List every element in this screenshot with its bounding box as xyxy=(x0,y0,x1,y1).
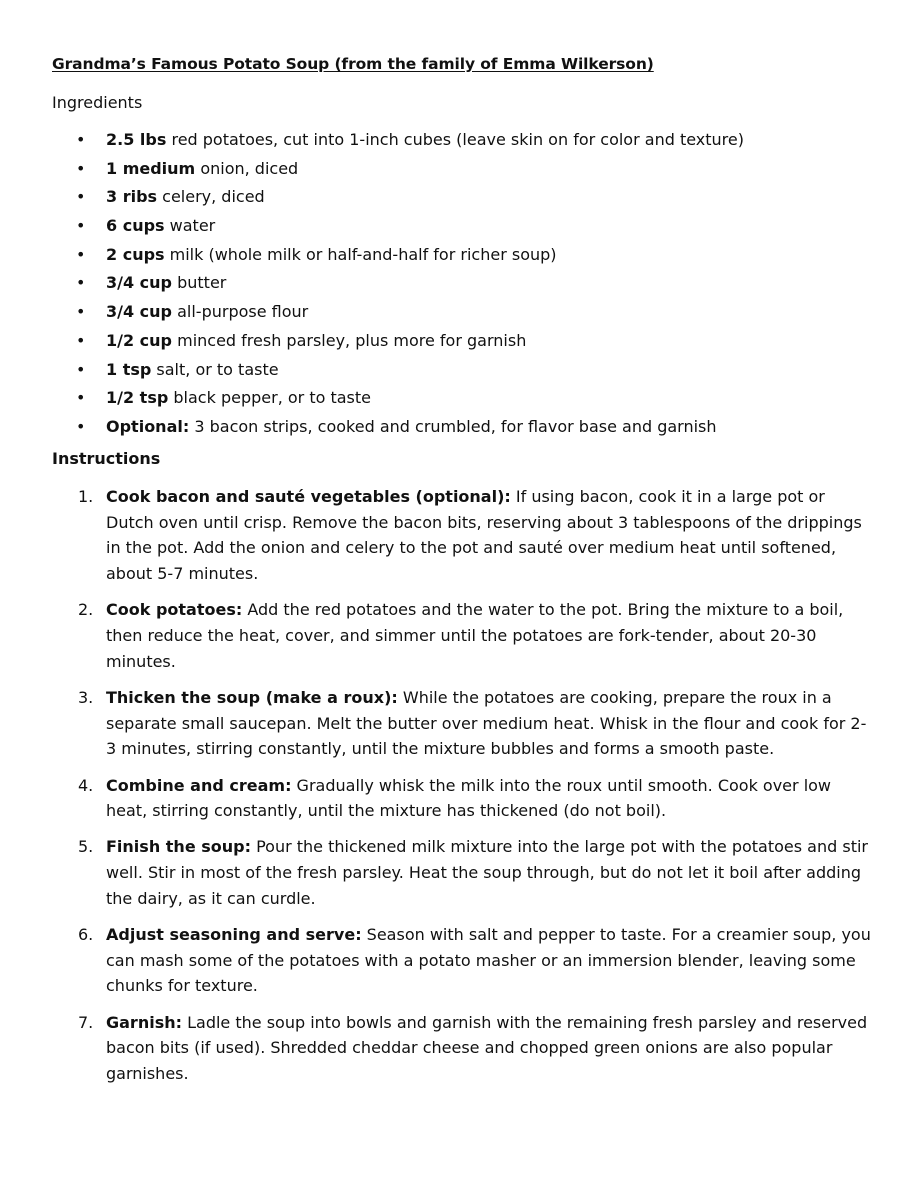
ingredient-description: celery, diced xyxy=(157,187,265,207)
step-title: Adjust seasoning and serve: xyxy=(106,925,362,945)
step-description: Pour the thickened milk mixture into the large pot with the potatoes and stir well. Stir in most of the fresh parsley. Heat the soup through, but do not let it boil after adding the dairy, as it can curdle. xyxy=(106,837,868,908)
bullet-icon: • xyxy=(76,130,86,149)
instruction-step xyxy=(0,834,900,911)
step-description: Season with salt and pepper to taste. For a creamier soup, you can mash some of the potatoes with a potato masher or an immersion blender, leaving some chunks for texture. xyxy=(106,925,871,996)
instructions-list xyxy=(0,484,900,1097)
instruction-step xyxy=(0,597,900,674)
step-title: Combine and cream: xyxy=(106,775,292,795)
ingredient-item xyxy=(0,158,900,187)
ingredient-item xyxy=(0,387,900,416)
bullet-icon: • xyxy=(76,416,86,436)
ingredient-quantity: 2.5 lbs xyxy=(106,130,167,149)
bullet-icon: • xyxy=(76,187,86,207)
bullet-icon: • xyxy=(76,158,86,178)
step-title: Cook potatoes: xyxy=(106,600,243,620)
ingredient-description: water xyxy=(164,216,216,236)
instruction-step xyxy=(0,922,900,999)
ingredient-quantity: 6 cups xyxy=(106,216,165,236)
ingredient-quantity: Optional: xyxy=(106,416,190,436)
ingredient-item xyxy=(0,359,900,388)
instruction-step xyxy=(0,1010,900,1087)
ingredient-description: minced fresh parsley, plus more for garnish xyxy=(172,330,527,350)
ingredient-item xyxy=(0,129,900,158)
step-number: 5. xyxy=(78,837,94,857)
bullet-icon: • xyxy=(76,359,86,379)
instructions-heading: Instructions xyxy=(52,449,161,468)
ingredient-description: red potatoes, cut into 1-inch cubes (leave skin on for color and texture) xyxy=(166,130,744,149)
ingredient-item xyxy=(0,330,900,359)
ingredient-quantity: 1/2 tsp xyxy=(106,388,169,408)
ingredient-item xyxy=(0,215,900,244)
ingredient-item xyxy=(0,301,900,330)
step-number: 2. xyxy=(78,600,94,620)
bullet-icon: • xyxy=(76,273,86,293)
bullet-icon: • xyxy=(76,216,86,236)
ingredient-quantity: 2 cups xyxy=(106,244,165,264)
step-title: Thicken the soup (make a roux): xyxy=(106,687,398,707)
bullet-icon: • xyxy=(76,302,86,322)
bullet-icon: • xyxy=(76,244,86,264)
ingredient-quantity: 1 tsp xyxy=(106,359,152,379)
ingredient-quantity: 1/2 cup xyxy=(106,330,173,350)
step-title: Garnish: xyxy=(106,1012,183,1032)
document-title: Grandma’s Famous Potato Soup (from the family of Emma Wilkerson) xyxy=(52,55,654,73)
bullet-icon: • xyxy=(76,388,86,408)
ingredient-quantity: 3/4 cup xyxy=(106,273,173,293)
step-description: Ladle the soup into bowls and garnish with the remaining fresh parsley and reserved bacon bits (if used). Shredded cheddar cheese and chopped green onions are also popular garnishes. xyxy=(106,1012,868,1084)
ingredient-description: all-purpose flour xyxy=(172,302,309,322)
ingredient-description: 3 bacon strips, cooked and crumbled, for flavor base and garnish xyxy=(189,416,717,436)
step-number: 1. xyxy=(78,487,94,506)
ingredient-description: onion, diced xyxy=(195,158,299,178)
ingredient-description: milk (whole milk or half-and-half for richer soup) xyxy=(164,244,557,264)
step-description: While the potatoes are cooking, prepare the roux in a separate small saucepan. Melt the butter over medium heat. Whisk in the flour and cook for 2-3 minutes, stirring constantly, until the mixture bubbles and forms a smooth paste. xyxy=(106,687,867,759)
instruction-step xyxy=(0,773,900,824)
ingredient-item xyxy=(0,416,900,445)
step-number: 4. xyxy=(78,775,94,795)
step-title: Finish the soup: xyxy=(106,837,251,857)
ingredients-list xyxy=(0,129,900,445)
ingredient-quantity: 3/4 cup xyxy=(106,302,173,322)
ingredient-item xyxy=(0,186,900,215)
step-description: Gradually whisk the milk into the roux until smooth. Cook over low heat, stirring constantly, until the mixture has thickened (do not boil). xyxy=(106,775,832,821)
step-number: 7. xyxy=(78,1012,94,1032)
ingredient-item xyxy=(0,272,900,301)
step-description: Add the red potatoes and the water to the pot. Bring the mixture to a boil, then reduce the heat, cover, and simmer until the potatoes are fork-tender, about 20-30 minutes. xyxy=(106,600,844,671)
ingredient-item xyxy=(0,244,900,273)
ingredient-quantity: 3 ribs xyxy=(106,187,158,207)
instruction-step xyxy=(0,685,900,762)
step-description: If using bacon, cook it in a large pot or Dutch oven until crisp. Remove the bacon bits, reserving about 3 tablespoons of the drippings in the pot. Add the onion and celery to the pot and sauté over medium heat until softened, about 5-7 minutes. xyxy=(106,487,862,584)
bullet-icon: • xyxy=(76,330,86,350)
ingredient-description: black pepper, or to taste xyxy=(168,388,371,408)
step-number: 3. xyxy=(78,687,94,707)
ingredient-description: salt, or to taste xyxy=(151,359,279,379)
instruction-step xyxy=(0,484,900,587)
ingredient-description: butter xyxy=(172,273,227,293)
ingredient-quantity: 1 medium xyxy=(106,158,196,178)
step-title: Cook bacon and sauté vegetables (optional): xyxy=(106,487,511,506)
step-number: 6. xyxy=(78,925,94,945)
ingredients-heading: Ingredients xyxy=(52,93,143,112)
